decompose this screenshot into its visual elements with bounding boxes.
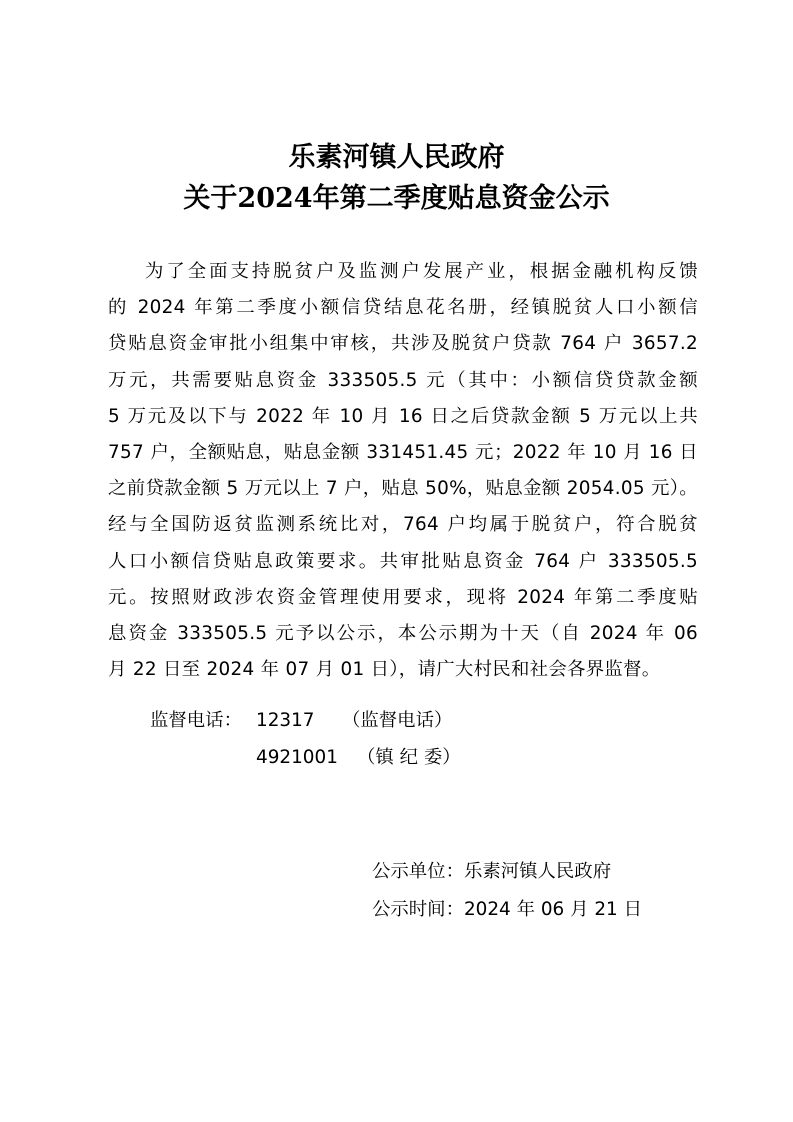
body-line-9: 人口小额信贷贴息政策要求。共审批贴息资金 764 户 333505.5 <box>108 550 698 572</box>
notice-body <box>108 254 698 688</box>
body-line-10: 元。按照财政涉农资金管理使用要求，现将 2024 年第二季度贴 <box>108 586 698 608</box>
body-line-8: 经与全国防返贫监测系统比对，764 户均属于脱贫户，符合脱贫 <box>108 514 698 536</box>
document-title-line-1: 乐素河镇人民政府 <box>288 142 505 173</box>
contact-label: 监督电话： <box>150 710 242 731</box>
contact-phone-2: 4921001 <box>256 747 338 768</box>
signoff-unit: 公示单位：乐素河镇人民政府 <box>372 861 612 882</box>
body-line-7: 之前贷款金额 5 万元以上 7 户，贴息 50%，贴息金额 2054.05 元）。 <box>108 478 698 500</box>
signoff-date: 公示时间：2024 年 06 月 21 日 <box>372 899 642 920</box>
contact-note-1: （监督电话） <box>342 710 453 731</box>
body-line-6: 757 户，全额贴息，贴息金额 331451.45 元；2022 年 10 月 16 日 <box>108 441 698 463</box>
contact-note-2: （镇 纪 委） <box>357 747 461 768</box>
body-line-1: 为了全面支持脱贫户及监测户发展产业，根据金融机构反馈 <box>145 261 698 282</box>
contact-phone-1: 12317 <box>256 710 315 731</box>
body-line-3: 贷贴息资金审批小组集中审核，共涉及脱贫户贷款 764 户 3657.2 <box>108 333 698 355</box>
body-line-11: 息资金 333505.5 元予以公示，本公示期为十天（自 2024 年 06 <box>108 622 698 644</box>
body-line-5: 5 万元及以下与 2022 年 10 月 16 日之后贷款金额 5 万元以上共 <box>108 405 698 427</box>
body-line-2: 的 2024 年第二季度小额信贷结息花名册，经镇脱贫人口小额信 <box>108 297 698 319</box>
body-line-12: 月 22 日至 2024 年 07 月 01 日），请广大村民和社会各界监督。 <box>108 659 661 681</box>
body-line-4: 万元，共需要贴息资金 333505.5 元（其中：小额信贷贷款金额 <box>108 369 698 391</box>
document-title-line-2: 关于2024年第二季度贴息资金公示 <box>183 183 610 214</box>
